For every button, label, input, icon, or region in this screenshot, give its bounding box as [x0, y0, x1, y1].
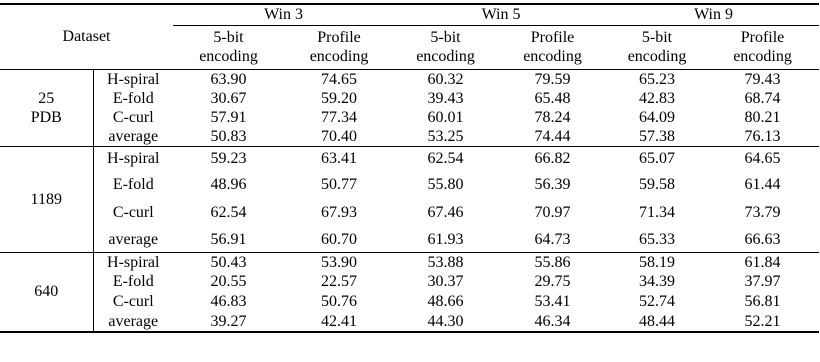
accuracy-value: 30.67: [210, 89, 247, 107]
accuracy-value: 50.76: [321, 292, 358, 310]
encoding-header: [394, 25, 497, 69]
accuracy-value: 46.34: [534, 312, 571, 330]
accuracy-value: 60.01: [427, 108, 464, 126]
structure-label: C-curl: [112, 108, 154, 126]
accuracy-value: 39.27: [210, 312, 247, 330]
table-row: [0, 252, 819, 272]
table-row: [0, 146, 819, 170]
accuracy-value: 76.13: [744, 127, 781, 145]
encoding-header-line: 5-bit: [641, 29, 673, 46]
accuracy-value: 55.80: [427, 175, 464, 193]
accuracy-value: 53.41: [534, 292, 571, 310]
accuracy-value: 77.34: [321, 108, 358, 126]
accuracy-value: 59.23: [210, 149, 247, 167]
structure-label: average: [108, 312, 159, 330]
accuracy-value: 46.83: [210, 292, 247, 310]
accuracy-value: 65.33: [639, 230, 676, 248]
encoding-header-line: encoding: [733, 48, 792, 65]
accuracy-value: 66.82: [534, 149, 571, 167]
accuracy-value: 59.58: [639, 175, 676, 193]
window-header: Win 5: [394, 4, 608, 25]
encoding-header: [284, 25, 394, 69]
accuracy-value: 50.83: [210, 127, 247, 145]
accuracy-value: 30.37: [427, 272, 464, 290]
window-header: Win 9: [608, 4, 819, 25]
accuracy-value: 79.43: [744, 70, 781, 88]
accuracy-value: 58.19: [639, 253, 676, 271]
accuracy-value: 63.90: [210, 70, 247, 88]
accuracy-value: 79.59: [534, 70, 571, 88]
encoding-header: [497, 25, 608, 69]
table-row: [0, 291, 819, 312]
accuracy-value: 42.83: [639, 89, 676, 107]
accuracy-value: 48.66: [427, 292, 464, 310]
accuracy-value: 64.73: [534, 230, 571, 248]
encoding-header-line: Profile: [317, 29, 361, 46]
accuracy-value: 61.93: [427, 230, 464, 248]
accuracy-value: 70.40: [321, 127, 358, 145]
dataset-name: 25 PDB: [0, 69, 93, 146]
accuracy-value: 61.84: [744, 253, 781, 271]
accuracy-value: 57.91: [210, 108, 247, 126]
encoding-header-line: encoding: [416, 48, 475, 65]
structure-label: E-fold: [112, 272, 154, 290]
accuracy-value: 34.39: [639, 272, 676, 290]
accuracy-value: 60.70: [321, 230, 358, 248]
table-row: [0, 69, 819, 89]
table-row: [0, 108, 819, 127]
accuracy-value: 53.25: [427, 127, 464, 145]
accuracy-value: 57.38: [639, 127, 676, 145]
encoding-header-line: Profile: [530, 29, 575, 46]
accuracy-value: 56.39: [534, 175, 571, 193]
structure-label: average: [108, 230, 159, 248]
accuracy-value: 37.97: [744, 272, 781, 290]
table-row: [0, 127, 819, 147]
accuracy-value: 67.46: [427, 204, 464, 221]
accuracy-value: 65.07: [639, 149, 676, 167]
structure-label: C-curl: [112, 292, 154, 310]
encoding-header-line: encoding: [523, 48, 582, 65]
accuracy-value: 62.54: [210, 204, 247, 221]
table-row: [0, 89, 819, 108]
accuracy-value: 53.90: [321, 253, 358, 271]
accuracy-value: 44.30: [427, 312, 464, 330]
accuracy-value: 56.91: [210, 230, 247, 248]
structure-label: H-spiral: [107, 253, 160, 271]
accuracy-value: 80.21: [744, 108, 781, 126]
structure-label: C-curl: [112, 204, 154, 221]
accuracy-value: 52.74: [639, 292, 676, 310]
accuracy-value: 50.43: [210, 253, 247, 271]
accuracy-value: 64.09: [639, 108, 676, 126]
structure-label: E-fold: [112, 175, 154, 193]
encoding-header: [173, 25, 284, 69]
structure-label: average: [108, 127, 159, 145]
accuracy-value: 65.48: [534, 89, 571, 107]
table-row: [0, 227, 819, 252]
accuracy-value: 48.44: [639, 312, 676, 330]
accuracy-value: 64.65: [744, 149, 781, 167]
dataset-name: 640: [0, 252, 93, 332]
encoding-header-line: encoding: [627, 48, 687, 65]
accuracy-value: 62.54: [427, 149, 464, 167]
dataset-name: 1189: [0, 146, 93, 252]
accuracy-value: 39.43: [427, 89, 464, 107]
accuracy-value: 22.57: [321, 272, 358, 290]
table-row: [0, 312, 819, 332]
accuracy-value: 29.75: [534, 272, 571, 290]
dataset-header: Dataset: [0, 4, 173, 69]
structure-label: H-spiral: [107, 70, 160, 88]
structure-label: H-spiral: [107, 149, 160, 167]
encoding-header: [706, 25, 819, 69]
accuracy-value: 65.23: [639, 70, 676, 88]
accuracy-value: 68.74: [744, 89, 781, 107]
accuracy-value: 61.44: [744, 175, 781, 193]
accuracy-value: 55.86: [534, 253, 571, 271]
accuracy-value: 73.79: [744, 204, 781, 221]
structure-label: E-fold: [112, 89, 154, 107]
table-row: [0, 198, 819, 227]
accuracy-value: 74.65: [321, 70, 358, 88]
accuracy-value: 48.96: [210, 175, 247, 193]
accuracy-value: 67.93: [321, 204, 358, 221]
accuracy-value: 70.97: [534, 204, 571, 221]
accuracy-value: 71.34: [639, 204, 676, 221]
accuracy-value: 20.55: [210, 272, 247, 290]
encoding-header-line: 5-bit: [213, 29, 244, 46]
accuracy-value: 52.21: [744, 312, 781, 330]
encoding-header-line: 5-bit: [430, 29, 461, 46]
accuracy-value: 50.77: [321, 175, 358, 193]
encoding-header: [608, 25, 706, 69]
results-table: [0, 3, 819, 333]
window-header: Win 3: [173, 4, 394, 25]
encoding-header-line: encoding: [199, 48, 258, 65]
accuracy-value: 56.81: [744, 292, 781, 310]
encoding-header-line: Profile: [740, 29, 785, 46]
table-row: [0, 272, 819, 291]
accuracy-value: 78.24: [534, 108, 571, 126]
accuracy-value: 63.41: [321, 149, 358, 167]
encoding-header-line: encoding: [309, 48, 369, 65]
accuracy-value: 53.88: [427, 253, 464, 271]
table-row: [0, 170, 819, 198]
accuracy-value: 59.20: [321, 89, 358, 107]
accuracy-value: 42.41: [321, 312, 358, 330]
accuracy-value: 66.63: [744, 230, 781, 248]
accuracy-value: 74.44: [534, 127, 571, 145]
accuracy-value: 60.32: [427, 70, 464, 88]
